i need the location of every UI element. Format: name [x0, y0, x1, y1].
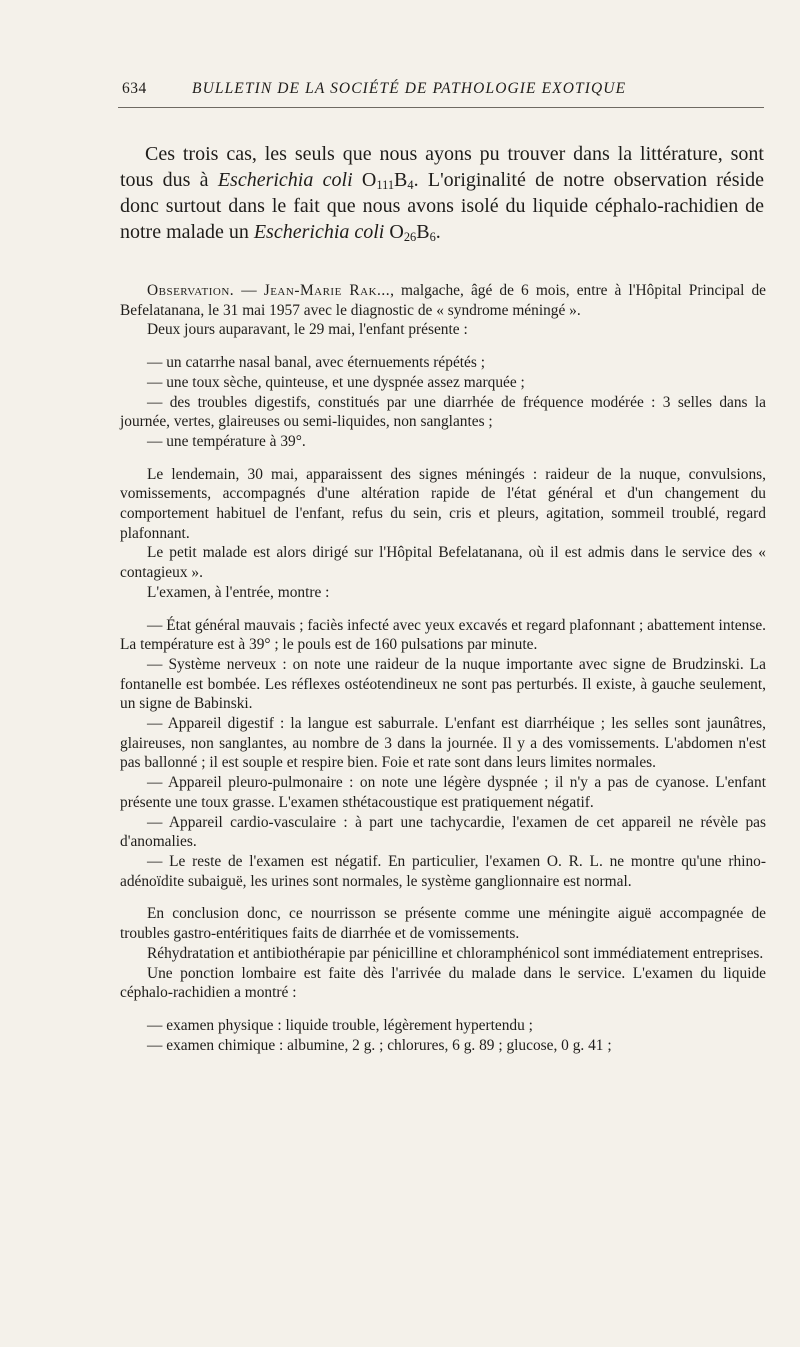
species-name-2: Escherichia coli: [253, 221, 385, 243]
observation-label: Observation.: [147, 282, 235, 299]
exam-item: — Système nerveux : on note une raideur de la nuque importante avec signe de Brudzinski. La fontanelle est bombée. Les réflexes ostéotendineux ne sont pas perturbés. Il existe, à gauche seulement, un signe de Babinski.: [120, 655, 766, 713]
serotype-2: [389, 221, 435, 243]
serotype-2-b: B: [416, 221, 430, 243]
intro-text-3: .: [435, 221, 441, 243]
paragraph-deux-jours: Deux jours auparavant, le 29 mai, l'enfant présente :: [147, 321, 468, 339]
header-rule: [118, 107, 764, 108]
paragraph-ponction: Une ponction lombaire est faite dès l'arrivée du malade dans le service. L'examen du liquide céphalo-rachidien a montré :: [120, 964, 766, 1002]
exam-item: — Appareil cardio-vasculaire : à part une tachycardie, l'examen de cet appareil ne révèle pas d'anomalies.: [120, 813, 766, 851]
symptom-item: — un catarrhe nasal banal, avec éternuements répétés ;: [147, 354, 486, 372]
serotype-1-b: B: [394, 169, 408, 191]
paragraph-examen: L'examen, à l'entrée, montre :: [147, 583, 330, 601]
observation-separator: —: [234, 282, 264, 299]
serotype-2-b-sub: 6: [429, 230, 436, 245]
serotype-2-o: O: [389, 221, 404, 243]
serotype-1-b-sub: 4: [407, 178, 414, 193]
intro-text-2: . L'originalité de notre observation réside donc surtout dans le fait que nous avons isolé du liquide céphalo-rachidien de notre malade un: [120, 169, 764, 243]
paragraph-rehydratation: Réhydratation et antibiothérapie par pénicilline et chloramphénicol sont immédiatement entreprises.: [147, 944, 764, 962]
patient-name: Jean-Marie Rak...: [263, 282, 391, 299]
species-name-1: Escherichia coli: [217, 169, 353, 191]
serotype-2-o-sub: 26: [403, 230, 417, 245]
exam-item: — Appareil pleuro-pulmonaire : on note une légère dyspnée ; il n'y a pas de cyanose. L'enfant présente une toux grasse. L'examen sthétacoustique est pratiquement négatif.: [120, 774, 766, 811]
body-text: [120, 281, 766, 1055]
journal-title: BULLETIN DE LA SOCIÉTÉ DE PATHOLOGIE EXOTIQUE: [192, 80, 627, 97]
observation-paragraph: [120, 281, 766, 320]
symptom-item: — des troubles digestifs, constitués par une diarrhée de fréquence modérée : 3 selles dans la journée, vertes, glaireuses ou semi-liquides, non sanglantes ;: [120, 393, 766, 431]
exam-item: — Appareil digestif : la langue est saburrale. L'enfant est diarrhéique ; les selles sont jaunâtres, glaireuses, non sanglantes, au nombre de 3 dans la journée. Il y a des vomissements. L'abdomen n'est pas ballonné ; il est souple et respire bien. Foie et rate sont dans leurs limites normales.: [120, 715, 766, 772]
lcr-item: — examen physique : liquide trouble, légèrement hypertendu ;: [147, 1016, 533, 1034]
serotype-1-o-sub: 111: [376, 178, 395, 193]
symptom-item: — une température à 39°.: [147, 432, 306, 450]
paragraph-petit-malade: Le petit malade est alors dirigé sur l'Hôpital Befelatanana, où il est admis dans le service des « contagieux ».: [120, 544, 766, 582]
exam-item: — État général mauvais ; faciès infecté avec yeux excavés et regard plafonnant ; abattement intense. La température est à 39° ; le pouls est de 160 pulsations par minute.: [120, 616, 766, 654]
serotype-1: [362, 169, 414, 191]
lcr-item: — examen chimique : albumine, 2 g. ; chlorures, 6 g. 89 ; glucose, 0 g. 41 ;: [147, 1036, 612, 1054]
symptom-item: — une toux sèche, quinteuse, et une dyspnée assez marquée ;: [147, 373, 525, 391]
paragraph-lendemain: Le lendemain, 30 mai, apparaissent des signes méningés : raideur de la nuque, convulsions, vomissements, accompagnés d'une altération rapide de l'état général et d'un changement du comportement habituel de l'enfant, refus du sein, cris et pleurs, agitation, sommeil troublé, regard plafonnant.: [120, 465, 766, 542]
intro-paragraph: [120, 141, 764, 245]
page-number: 634: [122, 80, 147, 97]
intro-text-1: Ces trois cas, les seuls que nous ayons pu trouver dans la littérature, sont tous dus à: [120, 143, 764, 191]
paragraph-conclusion: En conclusion donc, ce nourrisson se présente comme une méningite aiguë accompagnée de troubles gastro-entéritiques faits de diarrhée et de vomissements.: [120, 905, 766, 943]
running-header: [122, 80, 758, 98]
observation-text: , malgache, âgé de 6 mois, entre à l'Hôpital Principal de Befelatanana, le 31 mai 1957 avec le diagnostic de « syndrome méningé ».: [120, 282, 766, 319]
exam-item: — Le reste de l'examen est négatif. En particulier, l'examen O. R. L. ne montre qu'une rhino-adénoïdite subaiguë, les urines sont normales, le système ganglionnaire est normal.: [120, 852, 766, 890]
serotype-1-o: O: [361, 169, 377, 191]
